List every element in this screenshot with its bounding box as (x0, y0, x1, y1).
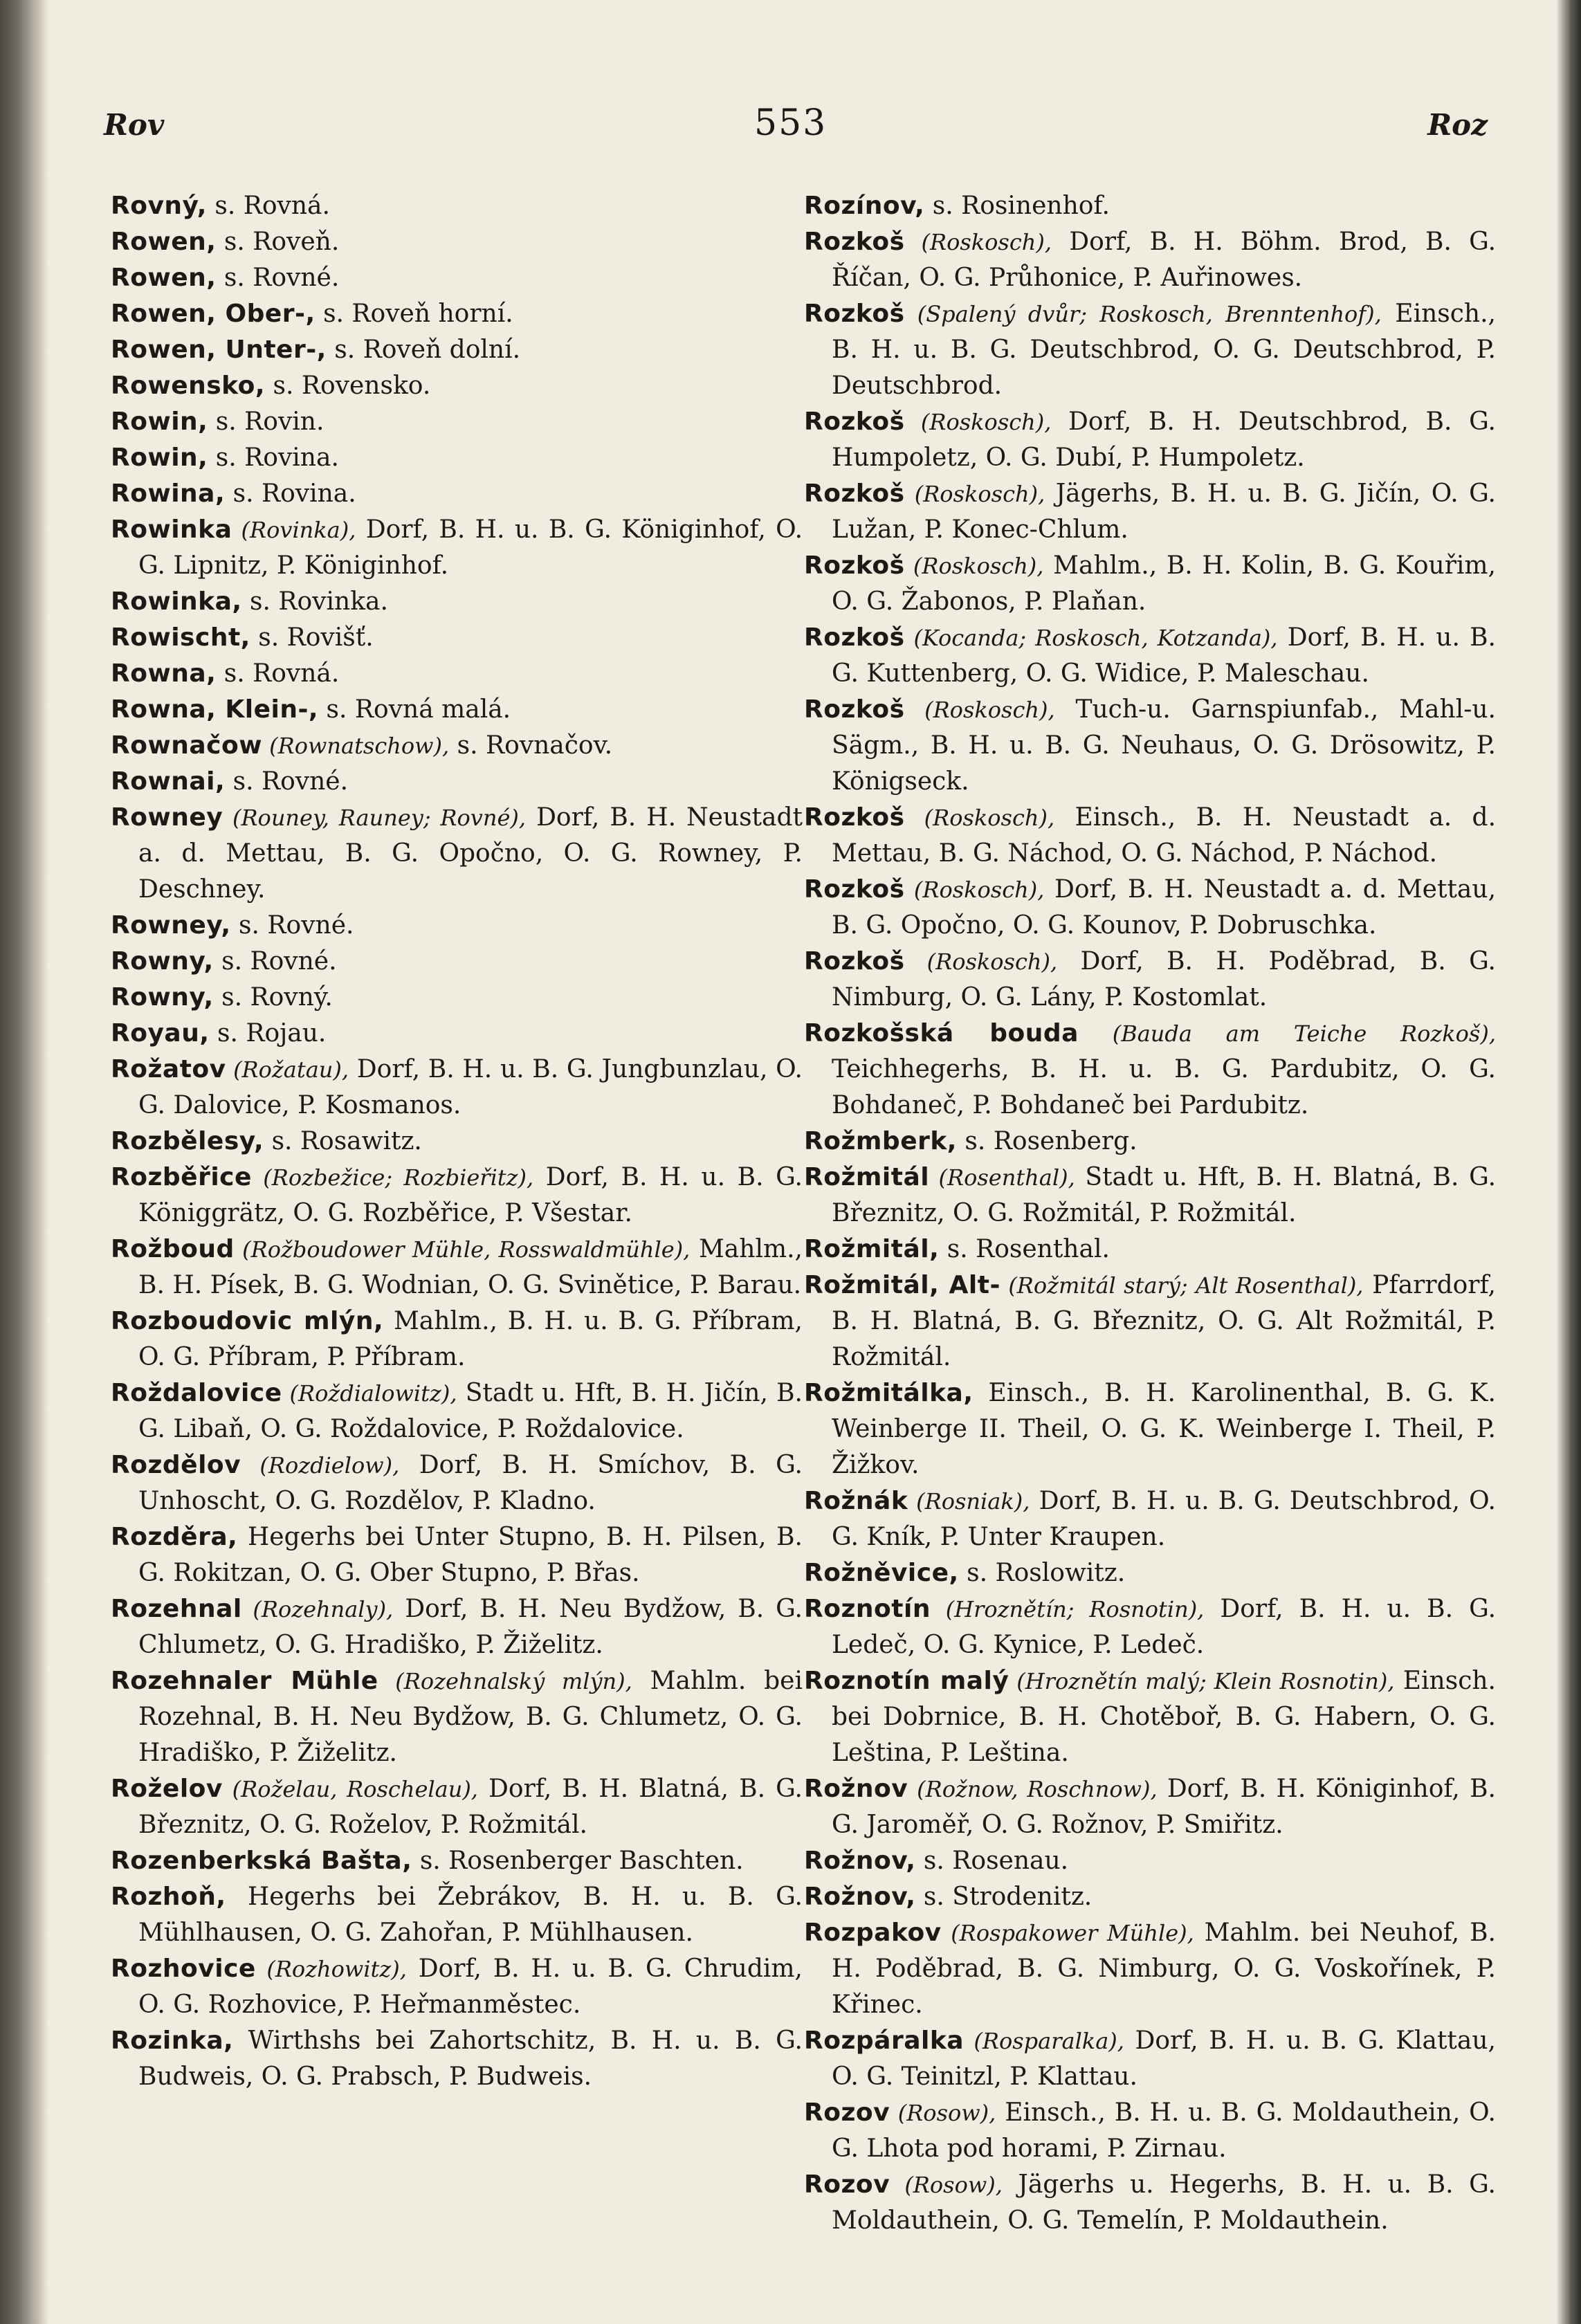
entry-details: s. Rovina. (208, 443, 339, 472)
gazetteer-entry (111, 764, 803, 800)
right-column (804, 188, 1496, 2239)
entry-headword: Rowen, Ober-, (111, 300, 316, 328)
entry-variant-names: (Rovinka), (232, 517, 356, 543)
gazetteer-entry (111, 224, 803, 260)
entry-variant-names: (Roskosch), (904, 229, 1052, 255)
gazetteer-entry (804, 224, 1496, 296)
gazetteer-entry (111, 944, 803, 980)
entry-details: s. Rovný. (213, 983, 333, 1012)
page-binding-shadow (0, 0, 48, 2324)
entry-variant-names: (Rouney, Rauney; Rovné), (223, 805, 527, 831)
entry-headword: Rowischt, (111, 623, 250, 652)
entry-details: s. Rovné. (213, 947, 337, 976)
entry-details: Stadt u. Hft, B. H. Jičín, B. G. Libaň, O. G. Roždalovice, P. Roždalovice. (138, 1379, 803, 1443)
gazetteer-entry (111, 800, 803, 908)
entry-headword: Rozkoš (804, 803, 905, 832)
entry-headword: Rowny, (111, 947, 214, 976)
entry-details: Dorf, B. H. u. B. G. Klattau, O. G. Teinitzl, P. Klattau. (832, 2026, 1496, 2091)
entry-details: Dorf, B. H. Neustadt a. d. Mettau, B. G. Opočno, O. G. Kounov, P. Dobruschka. (832, 875, 1497, 940)
entry-headword: Rowinka (111, 515, 232, 544)
gazetteer-entry (111, 368, 803, 404)
entry-details: s. Rovin. (208, 408, 325, 436)
gazetteer-entry (804, 548, 1496, 620)
entry-headword: Rozkoš (804, 408, 905, 436)
entry-headword: Rožnov, (804, 1847, 916, 1875)
gazetteer-entry (804, 1483, 1496, 1555)
entry-variant-names: (Rozehnalský mlýn), (378, 1668, 632, 1694)
gazetteer-entry (111, 656, 803, 692)
entry-variant-names: (Roždialowitz), (282, 1380, 457, 1407)
entry-details: Einsch., B. H. u. B. G. Deutschbrod, O. G. Deutschbrod, P. Deutschbrod. (832, 300, 1496, 400)
entry-details: Dorf, B. H. Smíchov, B. G. Unhoscht, O. G. Rozdělov, P. Kladno. (138, 1451, 803, 1515)
entry-headword: Rozehnaler Mühle (111, 1667, 378, 1695)
entry-details: s. Rosenthal. (939, 1235, 1110, 1263)
entry-headword: Rožatov (111, 1055, 226, 1083)
entry-details: Mahlm., B. H. Písek, B. G. Wodnian, O. G. Svinětice, P. Barau. (138, 1235, 803, 1299)
gazetteer-entry (804, 944, 1496, 1016)
entry-details: s. Rovina. (225, 479, 356, 508)
gazetteer-entry (111, 620, 803, 656)
gazetteer-entry (804, 1016, 1496, 1124)
entry-headword: Rozinka, (111, 2026, 234, 2055)
gazetteer-entry (804, 188, 1496, 224)
gazetteer-entry (111, 1771, 803, 1843)
entry-details: s. Rovná malá. (318, 695, 511, 724)
gazetteer-entry (804, 800, 1496, 872)
entry-variant-names: (Rozbežice; Rozbieřitz), (251, 1164, 534, 1191)
gazetteer-entry (111, 692, 803, 728)
entry-details: Dorf, B. H. u. B. G. Königgrätz, O. G. Rozběřice, P. Všestar. (138, 1163, 803, 1227)
gazetteer-entry (111, 908, 803, 944)
entry-variant-names: (Roskosch), (904, 697, 1055, 723)
entry-headword: Rovný, (111, 192, 207, 220)
gazetteer-entry (111, 1232, 803, 1303)
entry-details: Dorf, B. H. u. B. G. Kuttenberg, O. G. Widice, P. Maleschau. (832, 623, 1497, 688)
entry-headword: Roždalovice (111, 1379, 282, 1407)
entry-headword: Rožnov (804, 1775, 908, 1803)
entry-details: Dorf, B. H. Neu Bydžow, B. G. Chlumetz, O. G. Hradiško, P. Žiželitz. (138, 1595, 803, 1659)
running-head-right: Roz (1427, 108, 1488, 142)
entry-headword: Rowna, (111, 659, 217, 688)
entry-details: s. Roslowitz. (958, 1559, 1126, 1587)
entry-details: Einsch., B. H. Karolinenthal, B. G. K. Weinberge II. Theil, O. G. K. Weinberge I. Theil, P. Žižkov. (832, 1379, 1496, 1479)
entry-headword: Rozděra, (111, 1523, 238, 1551)
gazetteer-entry (111, 1879, 803, 1951)
entry-details: Dorf, B. H. Deutschbrod, B. G. Humpoletz, O. G. Dubí, P. Humpoletz. (832, 408, 1496, 472)
entry-details: Dorf, B. H. Blatná, B. G. Březnitz, O. G. Roželov, P. Rožmitál. (138, 1775, 803, 1839)
entry-headword: Rozkoš (804, 228, 905, 256)
page-edge-shadow (1556, 0, 1581, 2324)
entry-details: s. Rojau. (209, 1019, 327, 1047)
entry-headword: Rownai, (111, 767, 226, 796)
entry-details: s. Rovnačov. (449, 731, 613, 760)
left-column (111, 188, 803, 2095)
entry-details: Hegerhs bei Žebrákov, B. H. u. B. G. Mühlhausen, O. G. Zahořan, P. Mühlhausen. (138, 1883, 803, 1947)
entry-headword: Rozboudovic mlýn, (111, 1307, 384, 1335)
entry-variant-names: (Spalený dvůr; Roskosch, Brenntenhof), (904, 301, 1382, 327)
entry-details: s. Rovensko. (265, 372, 431, 400)
gazetteer-entry (804, 872, 1496, 944)
entry-headword: Rowinka, (111, 587, 242, 616)
entry-headword: Rowna, Klein-, (111, 695, 319, 724)
gazetteer-entry (804, 1771, 1496, 1843)
gazetteer-entry (111, 1663, 803, 1771)
entry-variant-names: (Roskosch), (904, 949, 1058, 975)
entry-headword: Rozov (804, 2098, 890, 2127)
entry-headword: Rožmitál, (804, 1235, 940, 1263)
entry-headword: Rozkoš (804, 875, 905, 904)
gazetteer-entry (804, 404, 1496, 476)
entry-details: Dorf, B. H. Böhm. Brod, B. G. Říčan, O. G. Průhonice, P. Auřinowes. (832, 228, 1497, 292)
entry-details: Dorf, B. H. Poděbrad, B. G. Nimburg, O. G. Lány, P. Kostomlat. (832, 947, 1497, 1012)
entry-headword: Rowny, (111, 983, 214, 1012)
entry-headword: Rožmitál, Alt- (804, 1271, 1000, 1299)
entry-headword: Rožboud (111, 1235, 235, 1263)
entry-variant-names: (Rožnow, Roschnow), (908, 1776, 1158, 1802)
entry-variant-names: (Rožboudower Mühle, Rosswaldmühle), (234, 1236, 691, 1263)
gazetteer-entry (804, 1591, 1496, 1663)
gazetteer-entry (804, 1843, 1496, 1879)
gazetteer-entry (804, 1124, 1496, 1160)
gazetteer-entry (111, 1447, 803, 1519)
page-number: 553 (754, 102, 828, 144)
entry-variant-names: (Rosenthal), (929, 1164, 1075, 1191)
gazetteer-entry (111, 296, 803, 332)
gazetteer-entry (804, 1232, 1496, 1268)
entry-variant-names: (Roskosch), (904, 805, 1055, 831)
entry-details: s. Roveň horní. (315, 300, 513, 328)
entry-details: s. Rovná. (206, 192, 330, 220)
gazetteer-entry (804, 2023, 1496, 2095)
entry-headword: Rozbělesy, (111, 1127, 264, 1155)
entry-variant-names: (Rozehnaly), (241, 1596, 394, 1622)
entry-details: Dorf, B. H. u. B. G. Ledeč, O. G. Kynice, P. Ledeč. (832, 1595, 1497, 1659)
entry-headword: Rozpáralka (804, 2026, 965, 2055)
entry-headword: Rozkoš (804, 551, 905, 580)
entry-details: Einsch. bei Dobrnice, B. H. Chotěboř, B. G. Habern, O. G. Leština, P. Leština. (832, 1667, 1497, 1767)
entry-variant-names: (Rospakower Mühle), (941, 1920, 1194, 1946)
entry-headword: Rowin, (111, 443, 208, 472)
gazetteer-entry (804, 1663, 1496, 1771)
entry-headword: Royau, (111, 1019, 210, 1047)
gazetteer-entry (804, 1915, 1496, 2023)
entry-details: s. Rosenberger Baschten. (412, 1847, 744, 1875)
entry-headword: Rožmitálka, (804, 1379, 974, 1407)
entry-details: Pfarrdorf, B. H. Blatná, B. G. Březnitz, O. G. Alt Rožmitál, P. Rožmitál. (832, 1271, 1496, 1371)
entry-headword: Rowen, (111, 264, 217, 292)
entry-headword: Rožnov, (804, 1883, 916, 1911)
entry-variant-names: (Rosow), (890, 2100, 996, 2126)
entry-headword: Rozkoš (804, 695, 905, 724)
entry-headword: Roznotín (804, 1595, 931, 1623)
gazetteer-entry (111, 2023, 803, 2095)
entry-headword: Rownačow (111, 731, 262, 760)
entry-headword: Rožmitál (804, 1163, 930, 1191)
gazetteer-entry (111, 1951, 803, 2023)
entry-headword: Rozkoš (804, 479, 905, 508)
gazetteer-entry (804, 296, 1496, 404)
entry-headword: Rozkoš (804, 623, 905, 652)
entry-headword: Rozkoš (804, 300, 905, 328)
gazetteer-entry (804, 2167, 1496, 2239)
entry-details: Mahlm. bei Neuhof, B. H. Poděbrad, B. G. Nimburg, O. G. Voskořínek, P. Křinec. (832, 1919, 1496, 2019)
entry-details: Jägerhs u. Hegerhs, B. H. u. B. G. Moldauthein, O. G. Temelín, P. Moldauthein. (832, 2170, 1497, 2235)
entry-variant-names: (Rožatau), (226, 1056, 349, 1083)
running-head (104, 102, 1488, 158)
entry-headword: Rožnák (804, 1487, 908, 1515)
entry-details: Dorf, B. H. u. B. G. Chrudim, O. G. Rozhovice, P. Heřmanměstec. (138, 1955, 803, 2019)
entry-variant-names: (Rownatschow), (262, 733, 450, 759)
gazetteer-entry (111, 512, 803, 584)
gazetteer-entry (111, 980, 803, 1016)
gazetteer-entry (111, 584, 803, 620)
gazetteer-entry (111, 1052, 803, 1124)
entry-details: Einsch., B. H. u. B. G. Moldauthein, O. G. Lhota pod horami, P. Zirnau. (832, 2098, 1497, 2163)
entry-details: Mahlm., B. H. u. B. G. Příbram, O. G. Příbram, P. Příbram. (138, 1307, 803, 1371)
entry-details: Dorf, B. H. u. B. G. Jungbunzlau, O. G. Dalovice, P. Kosmanos. (138, 1055, 803, 1119)
entry-headword: Rozhoň, (111, 1883, 226, 1911)
entry-variant-names: (Roskosch), (904, 481, 1045, 507)
gazetteer-entry (804, 2095, 1496, 2167)
entry-details: Stadt u. Hft, B. H. Blatná, B. G. Březnitz, O. G. Rožmitál, P. Rožmitál. (832, 1163, 1497, 1227)
gazetteer-entry (804, 1160, 1496, 1232)
entry-headword: Rowen, Unter-, (111, 336, 327, 364)
entry-variant-names: (Rosparalka), (964, 2028, 1124, 2054)
gazetteer-entry (111, 404, 803, 440)
entry-details: s. Rosinenhof. (924, 192, 1110, 220)
entry-variant-names: (Roskosch), (904, 409, 1052, 435)
entry-details: Tuch-u. Garnspiunfab., Mahl-u. Sägm., B. H. u. B. G. Neuhaus, O. G. Drösowitz, P. Königseck. (832, 695, 1496, 796)
gazetteer-entry (804, 1268, 1496, 1375)
gazetteer-entry (111, 476, 803, 512)
entry-details: Wirthshs bei Zahortschitz, B. H. u. B. G. Budweis, O. G. Prabsch, P. Budweis. (138, 2026, 803, 2091)
gazetteer-entry (804, 1555, 1496, 1591)
entry-headword: Rožmberk, (804, 1127, 957, 1155)
gazetteer-entry (111, 1124, 803, 1160)
gazetteer-entry (804, 476, 1496, 548)
gazetteer-entry (804, 692, 1496, 800)
entry-headword: Rozkošská bouda (804, 1019, 1079, 1047)
entry-headword: Rozenberkská Bašta, (111, 1847, 412, 1875)
entry-headword: Rowin, (111, 408, 208, 436)
running-head-left: Rov (104, 108, 165, 142)
gazetteer-entry (111, 1303, 803, 1375)
gazetteer-entry (111, 1375, 803, 1447)
entry-variant-names: (Bauda am Teiche Rozkoš), (1078, 1021, 1496, 1047)
entry-variant-names: (Roskosch), (904, 877, 1045, 903)
gazetteer-entry (804, 1375, 1496, 1483)
gazetteer-entry (111, 728, 803, 764)
entry-details: s. Rosenberg. (956, 1127, 1137, 1155)
gazetteer-entry (111, 1591, 803, 1663)
entry-headword: Rozhovice (111, 1955, 256, 1983)
gazetteer-entry (111, 260, 803, 296)
entry-details: s. Rovinka. (241, 587, 388, 616)
entry-variant-names: (Rosniak), (908, 1488, 1030, 1515)
entry-details: s. Roveň dolní. (326, 336, 521, 364)
entry-details: s. Roveň. (216, 228, 340, 256)
entry-headword: Rowney (111, 803, 223, 832)
entry-details: s. Rovné. (225, 767, 349, 796)
entry-headword: Roznotín malý (804, 1667, 1009, 1695)
entry-headword: Rozdělov (111, 1451, 241, 1479)
entry-headword: Roželov (111, 1775, 223, 1803)
entry-variant-names: (Kocanda; Roskosch, Kotzanda), (904, 625, 1278, 651)
entry-variant-names: (Rosow), (890, 2172, 1003, 2198)
entry-headword: Rozběřice (111, 1163, 252, 1191)
gazetteer-entry (111, 1843, 803, 1879)
entry-details: Jägerhs, B. H. u. B. G. Jičín, O. G. Lužan, P. Konec-Chlum. (832, 479, 1496, 544)
gazetteer-entry (111, 1016, 803, 1052)
entry-details: Mahlm., B. H. Kolin, B. G. Kouřim, O. G. Žabonos, P. Plaňan. (832, 551, 1496, 616)
entry-details: Dorf, B. H. u. B. G. Königinhof, O. G. Lipnitz, P. Königinhof. (138, 515, 803, 580)
entry-headword: Rowen, (111, 228, 217, 256)
entry-details: Mahlm. bei Rozehnal, B. H. Neu Bydžow, B. G. Chlumetz, O. G. Hradiško, P. Žiželitz. (138, 1667, 803, 1767)
entry-variant-names: (Roskosch), (904, 553, 1044, 579)
entry-headword: Rožněvice, (804, 1559, 959, 1587)
entry-headword: Rozkoš (804, 947, 905, 976)
entry-details: s. Rovné. (216, 264, 340, 292)
entry-variant-names: (Roželau, Roschelau), (222, 1776, 478, 1802)
entry-details: s. Rosenau. (915, 1847, 1069, 1875)
entry-details: Dorf, B. H. Königinhof, B. G. Jaroměř, O. G. Rožnov, P. Smiřitz. (832, 1775, 1496, 1839)
entry-details: Einsch., B. H. Neustadt a. d. Mettau, B. G. Náchod, O. G. Náchod, P. Náchod. (832, 803, 1497, 868)
entry-variant-names: (Rozdielow), (241, 1452, 400, 1479)
entry-variant-names: (Rozhowitz), (255, 1956, 407, 1982)
entry-headword: Rowensko, (111, 372, 266, 400)
gazetteer-entry (804, 1879, 1496, 1915)
entry-headword: Rowina, (111, 479, 226, 508)
entry-headword: Rowney, (111, 911, 231, 940)
gazetteer-entry (111, 440, 803, 476)
gazetteer-entry (111, 332, 803, 368)
entry-details: s. Rosawitz. (264, 1127, 422, 1155)
gazetteer-entry (111, 1519, 803, 1591)
entry-variant-names: (Hroznětín; Rosnotin), (930, 1596, 1205, 1622)
entry-details: Dorf, B. H. u. B. G. Deutschbrod, O. G. Kník, P. Unter Kraupen. (832, 1487, 1496, 1551)
gazetteer-entry (111, 1160, 803, 1232)
entry-headword: Rozínov, (804, 192, 925, 220)
entry-details: s. Rovná. (216, 659, 340, 688)
entry-details: s. Rovišť. (250, 623, 374, 652)
gazetteer-entry (111, 188, 803, 224)
entry-variant-names: (Hroznětín malý; Klein Rosnotin), (1009, 1668, 1395, 1694)
entry-variant-names: (Rožmitál starý; Alt Rosenthal), (1000, 1272, 1364, 1299)
entry-headword: Rozpakov (804, 1919, 942, 1947)
entry-details: Dorf, B. H. Neustadt a. d. Mettau, B. G. Opočno, O. G. Rowney, P. Deschney. (138, 803, 803, 904)
entry-details: Hegerhs bei Unter Stupno, B. H. Pilsen, B. G. Rokitzan, O. G. Ober Stupno, P. Břas. (138, 1523, 803, 1587)
entry-details: Teichhegerhs, B. H. u. B. G. Pardubitz, O. G. Bohdaneč, P. Bohdaneč bei Pardubitz. (832, 1055, 1496, 1119)
entry-details: s. Strodenitz. (915, 1883, 1093, 1911)
entry-headword: Rozehnal (111, 1595, 242, 1623)
gazetteer-entry (804, 620, 1496, 692)
entry-details: s. Rovné. (230, 911, 354, 940)
entry-headword: Rozov (804, 2170, 890, 2199)
